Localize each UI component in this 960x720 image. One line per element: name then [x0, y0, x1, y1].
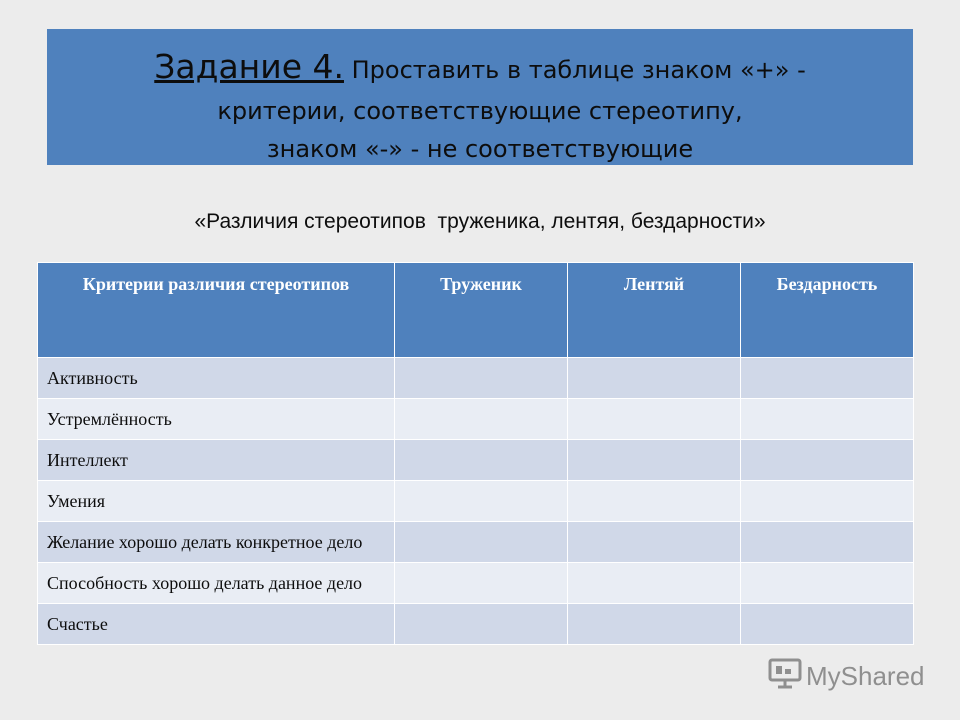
answer-cell[interactable]	[741, 604, 914, 645]
answer-cell[interactable]	[741, 399, 914, 440]
task-number: Задание 4.	[154, 47, 344, 86]
answer-cell[interactable]	[741, 563, 914, 604]
answer-cell[interactable]	[395, 440, 568, 481]
answer-cell[interactable]	[395, 563, 568, 604]
criterion-cell: Способность хорошо делать данное дело	[38, 563, 395, 604]
table-row	[38, 522, 914, 563]
criterion-cell: Интеллект	[38, 440, 395, 481]
criterion-cell: Счастье	[38, 604, 395, 645]
criterion-cell: Умения	[38, 481, 395, 522]
table-row	[38, 399, 914, 440]
criterion-cell: Желание хорошо делать конкретное дело	[38, 522, 395, 563]
title-line-2: критерии, соответствующие стереотипу,	[217, 97, 743, 125]
table-header-row	[38, 263, 914, 358]
answer-cell[interactable]	[568, 440, 741, 481]
answer-cell[interactable]	[741, 522, 914, 563]
watermark-text: MyShared	[806, 660, 925, 691]
answer-cell[interactable]	[395, 399, 568, 440]
answer-cell[interactable]	[741, 358, 914, 399]
answer-cell[interactable]	[395, 522, 568, 563]
criteria-table	[37, 262, 914, 645]
criterion-cell: Активность	[38, 358, 395, 399]
column-header-lazy: Лентяй	[568, 263, 741, 358]
criterion-cell: Устремлённость	[38, 399, 395, 440]
answer-cell[interactable]	[568, 481, 741, 522]
title-line-1-text: Проставить в таблице знаком «+» -	[343, 56, 806, 84]
answer-cell[interactable]	[741, 481, 914, 522]
column-header-untalented: Бездарность	[741, 263, 914, 358]
table-row	[38, 358, 914, 399]
answer-cell[interactable]	[568, 604, 741, 645]
column-header-criteria: Критерии различия стереотипов	[38, 263, 395, 358]
slide-title-banner	[47, 29, 913, 165]
table-row	[38, 440, 914, 481]
answer-cell[interactable]	[568, 399, 741, 440]
watermark	[768, 656, 928, 696]
answer-cell[interactable]	[568, 563, 741, 604]
table-row	[38, 563, 914, 604]
answer-cell[interactable]	[395, 604, 568, 645]
answer-cell[interactable]	[741, 440, 914, 481]
table-caption: «Различия стереотипов труженика, лентяя, бездарности»	[194, 210, 766, 233]
answer-cell[interactable]	[568, 522, 741, 563]
answer-cell[interactable]	[395, 481, 568, 522]
title-line-1	[47, 45, 913, 92]
title-line-3: знаком «-» - не соответствующие	[266, 135, 694, 163]
table-row	[38, 604, 914, 645]
column-header-worker: Труженик	[395, 263, 568, 358]
table-row	[38, 481, 914, 522]
presentation-board-icon	[768, 657, 802, 696]
answer-cell[interactable]	[568, 358, 741, 399]
answer-cell[interactable]	[395, 358, 568, 399]
